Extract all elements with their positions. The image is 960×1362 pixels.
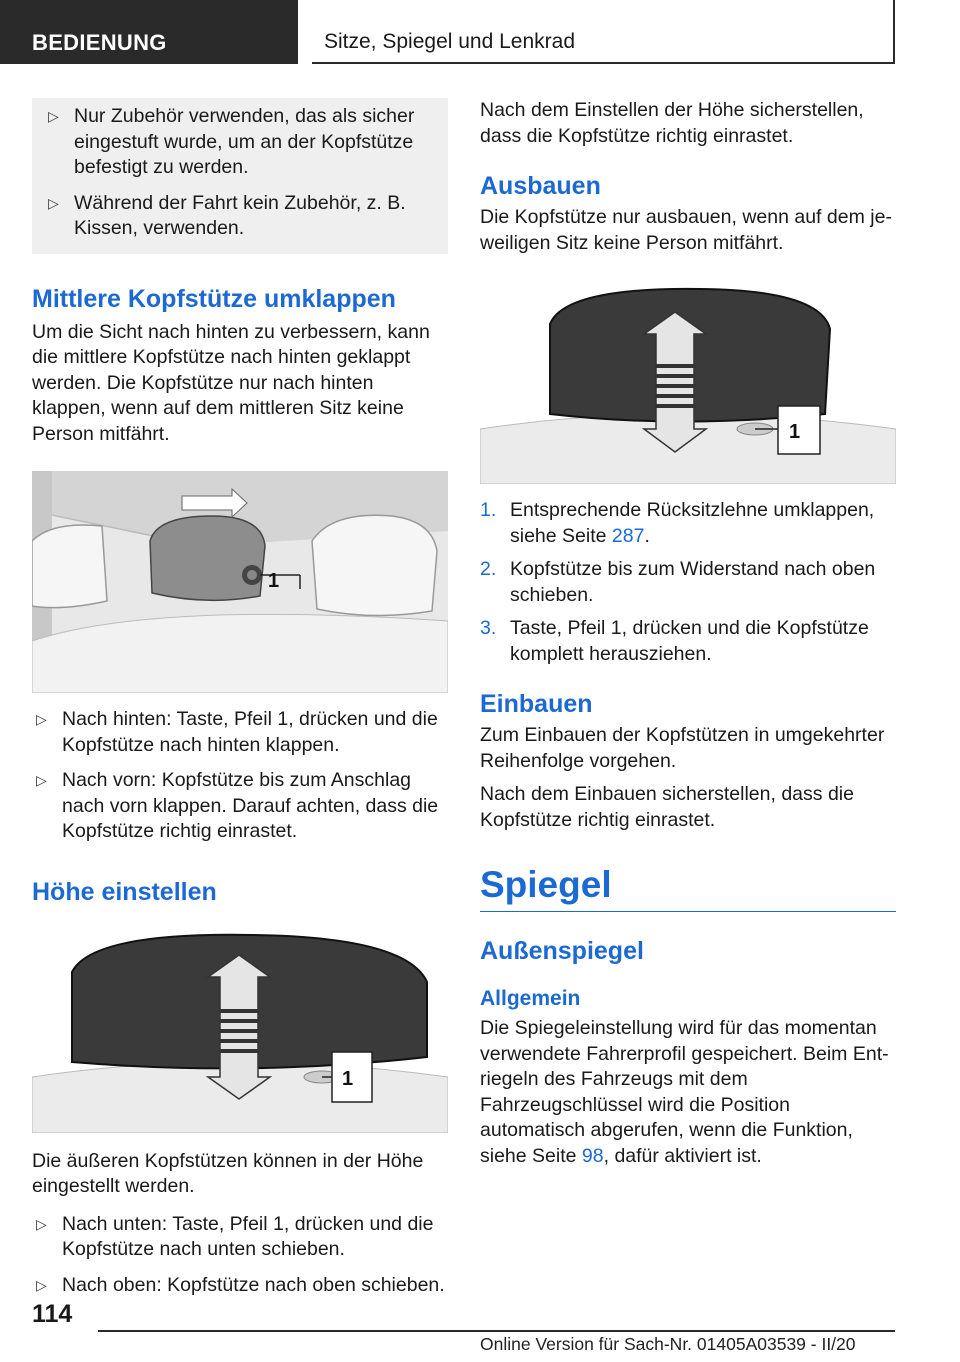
height-bullet: ▷ Nach unten: Taste, Pfeil 1, drücken und die Kopfstütze nach unten schieben. xyxy=(36,1212,434,1260)
step-number: 2. xyxy=(480,558,497,580)
note-item: ▷ Während der Fahrt kein Zubehör, z. B. Kissen, verwenden. xyxy=(48,191,406,239)
fold-bullet: ▷ Nach hinten: Taste, Pfeil 1, drücken und die Kopfstütze nach hinten klappen. xyxy=(36,708,438,756)
headrest-removal-illustration xyxy=(480,284,896,484)
triangle-bullet-icon: ▷ xyxy=(36,1215,47,1232)
triangle-bullet-icon: ▷ xyxy=(48,194,59,211)
callout-1-label: 1 xyxy=(268,570,280,592)
page-number: 114 xyxy=(32,1300,73,1328)
height-paragraph: Die äußeren Kopfstützen können in der Höhe eingestellt werden. xyxy=(32,1149,424,1197)
note-box xyxy=(32,98,448,254)
footer-divider xyxy=(98,1330,895,1332)
remove-paragraph: Die Kopfstütze nur ausbauen, wenn auf dem jeweiligen Sitz keine Person mitfährt. xyxy=(480,206,892,254)
triangle-bullet-icon: ▷ xyxy=(36,1276,47,1293)
triangle-bullet-icon: ▷ xyxy=(48,108,59,124)
footer-online-version: Online Version für Sach-Nr. 01405A03539 - II/20 xyxy=(480,1334,856,1354)
section-heading-install: Einbauen xyxy=(480,690,593,718)
note-item: ▷ Nur Zubehör verwenden, das als sicher eingestuft wurde, um an der Kopfstütze befestigt zu werden. xyxy=(48,105,415,178)
headrest-arrow-svg xyxy=(32,927,448,1133)
chapter-title: Sitze, Spiegel und Lenkrad xyxy=(312,0,895,64)
fold-paragraph: Um die Sicht nach hinten zu verbessern, kann die mittlere Kopfstütze nach hinten geklappt werden. Die Kopfstütze nur nach hinten klappen, wenn auf dem mittleren Sitz keine Person mitfährt. xyxy=(32,320,430,445)
headrest-height-illustration xyxy=(32,927,448,1133)
triangle-bullet-icon: ▷ xyxy=(36,772,47,788)
subheading-general: Allgemein xyxy=(480,987,581,1010)
chapter-heading-mirror: Spiegel xyxy=(480,863,896,912)
height-bullet: ▷ Nach oben: Kopfstütze nach oben schieben. xyxy=(32,1273,448,1299)
page-link[interactable]: 98 xyxy=(581,1144,604,1167)
step-item: 1. Entsprechende Rücksitzlehne umklappen, siehe Seite 287. xyxy=(480,499,875,547)
callout-1-label: 1 xyxy=(342,1067,354,1090)
section-heading-remove: Ausbauen xyxy=(480,172,601,200)
headrest-arrow-svg xyxy=(480,284,896,484)
right-column xyxy=(480,98,896,1169)
rear-headrest-illustration xyxy=(32,471,448,693)
step-item: 3. Taste, Pfeil 1, drücken und die Kopfstütze komplett herausziehen. xyxy=(480,617,869,665)
step-item: 2. Kopfstütze bis zum Widerstand nach oben schieben. xyxy=(480,558,876,606)
install-paragraph-2: Nach dem Einbauen sicherstellen, dass die Kopfstütze richtig einrastet. xyxy=(480,783,854,831)
install-paragraph-1: Zum Einbauen der Kopfstützen in umgekehrter Reihenfolge vorgehen. xyxy=(480,724,885,772)
section-heading-fold: Mittlere Kopfstütze umklappen xyxy=(32,284,396,313)
section-label: BEDIENUNG xyxy=(0,0,298,64)
step-number: 1. xyxy=(480,499,497,521)
intro-paragraph: Nach dem Einstellen der Höhe sicherstellen, dass die Kopfstütze richtig einrastet. xyxy=(480,99,864,147)
step-number: 3. xyxy=(480,617,497,639)
page-header xyxy=(0,0,960,66)
page-link[interactable]: 287 xyxy=(611,524,645,547)
fold-bullet: ▷ Nach vorn: Kopfstütze bis zum Anschlag nach vorn klappen. Darauf achten, dass die Kopfstütze richtig einrastet. xyxy=(36,769,439,842)
callout-1-label: 1 xyxy=(789,421,801,443)
triangle-bullet-icon: ▷ xyxy=(36,711,47,727)
left-column xyxy=(32,98,448,1298)
general-paragraph: Die Spiegeleinstellung wird für das momentan verwendete Fahrerprofil gespeichert. Beim Entriegeln des Fahrzeugs mit dem Fahrzeugschlüssel wird die Position automatisch abgerufen, wenn die Funktion, siehe Seite 98, dafür aktiviert ist. xyxy=(480,1017,889,1167)
section-heading-outside-mirror: Außenspiegel xyxy=(480,937,644,965)
section-heading-height: Höhe einstellen xyxy=(32,877,217,906)
rear-window-headrest-svg xyxy=(32,471,448,693)
